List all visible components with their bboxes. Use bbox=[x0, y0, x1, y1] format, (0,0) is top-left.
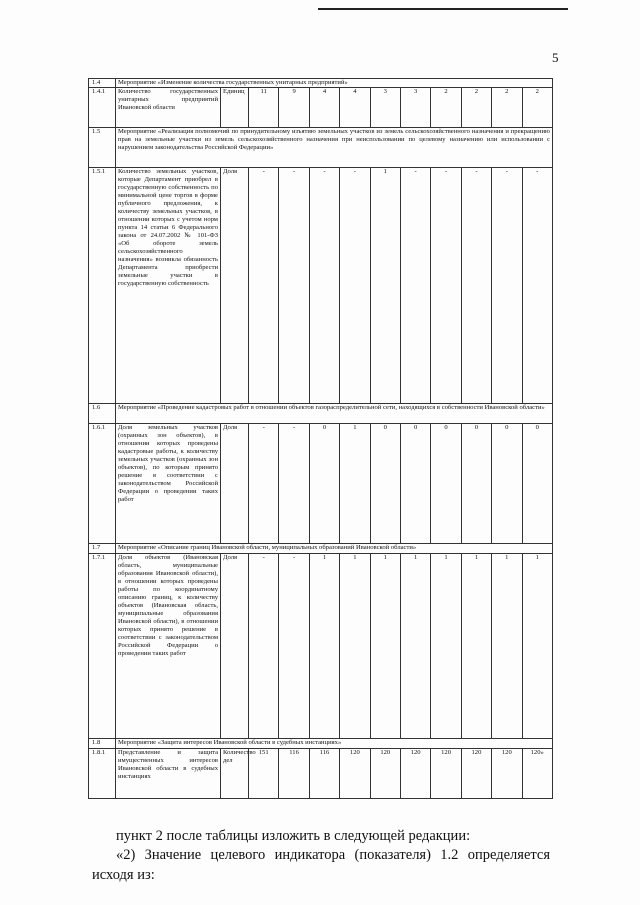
table-row bbox=[89, 88, 553, 128]
row-number: 1.6.1 bbox=[89, 424, 116, 544]
value-cell: 4 bbox=[309, 88, 339, 128]
page-number: 5 bbox=[552, 50, 559, 65]
unit: Единиц bbox=[221, 88, 249, 128]
indicators-table bbox=[88, 78, 553, 799]
row-number: 1.8 bbox=[89, 739, 116, 749]
value-cell: 11 bbox=[249, 88, 279, 128]
unit: Количество дел bbox=[221, 749, 249, 799]
value-cell: 0 bbox=[461, 424, 491, 544]
indicator-name: Представление и защита имущественных интересов Ивановской области в судебных инстанциях bbox=[116, 749, 221, 799]
value-cell: 116 bbox=[309, 749, 339, 799]
body-paragraph: «2) Значение целевого индикатора (показателя) 1.2 определяется исходя из: bbox=[92, 847, 550, 883]
row-number: 1.8.1 bbox=[89, 749, 116, 799]
value-cell: 120 bbox=[370, 749, 400, 799]
value-cell: 151 bbox=[249, 749, 279, 799]
value-cell: - bbox=[279, 554, 309, 739]
indicator-name: Доля объектов (Ивановская область, муниципальные образования Ивановской области), в отношении которых проведены работы по координатному описанию границ, к количеству объектов (Ивановская область, муниципальные образования Ивановской области), в отношении которых принято решение в соответствии с законодательством Российской Федерации о проведении таких работ bbox=[116, 554, 221, 739]
table-row bbox=[89, 79, 553, 88]
value-cell: 1 bbox=[400, 554, 430, 739]
measure-title: Мероприятие «Проведение кадастровых работ в отношении объектов газораспределительной сети, находящихся в собственности Ивановской области» bbox=[116, 404, 553, 424]
table-row bbox=[89, 168, 553, 404]
value-cell: - bbox=[522, 168, 552, 404]
unit: Доля bbox=[221, 424, 249, 544]
indicator-name: Доля земельных участков (охранных зон объектов), в отношении которых проведены кадастровые работы, к количеству земельных участков (охранных зон объектов), по которым принято решение в соответствии с законодательством Российской Федерации о проведении таких работ bbox=[116, 424, 221, 544]
value-cell: 2 bbox=[431, 88, 461, 128]
value-cell: 1 bbox=[431, 554, 461, 739]
value-cell: 0 bbox=[309, 424, 339, 544]
value-cell: 4 bbox=[340, 88, 370, 128]
value-cell: - bbox=[492, 168, 522, 404]
row-number: 1.4 bbox=[89, 79, 116, 88]
top-rule bbox=[318, 8, 568, 10]
unit: Доля bbox=[221, 168, 249, 404]
value-cell: 2 bbox=[522, 88, 552, 128]
table-row bbox=[89, 404, 553, 424]
value-cell: 0 bbox=[522, 424, 552, 544]
measure-title: Мероприятие «Защита интересов Ивановской области в судебных инстанциях» bbox=[116, 739, 553, 749]
value-cell: 116 bbox=[279, 749, 309, 799]
value-cell: - bbox=[249, 554, 279, 739]
body-paragraph: пункт 2 после таблицы изложить в следующей редакции: bbox=[116, 828, 471, 844]
row-number: 1.5 bbox=[89, 128, 116, 168]
value-cell: - bbox=[249, 424, 279, 544]
row-number: 1.6 bbox=[89, 404, 116, 424]
value-cell: 1 bbox=[461, 554, 491, 739]
unit: Доля bbox=[221, 554, 249, 739]
value-cell: 120 bbox=[400, 749, 430, 799]
row-number: 1.4.1 bbox=[89, 88, 116, 128]
row-number: 1.7.1 bbox=[89, 554, 116, 739]
value-cell: 1 bbox=[370, 554, 400, 739]
table-row bbox=[89, 544, 553, 554]
measure-title: Мероприятие «Изменение количества государственных унитарных предприятий» bbox=[116, 79, 553, 88]
value-cell: 3 bbox=[400, 88, 430, 128]
value-cell: 1 bbox=[309, 554, 339, 739]
value-cell: 0 bbox=[492, 424, 522, 544]
value-cell: - bbox=[340, 168, 370, 404]
value-cell: - bbox=[400, 168, 430, 404]
value-cell: 0 bbox=[370, 424, 400, 544]
value-cell: 1 bbox=[370, 168, 400, 404]
indicator-name: Количество государственных унитарных предприятий Ивановской области bbox=[116, 88, 221, 128]
table-row bbox=[89, 128, 553, 168]
row-number: 1.7 bbox=[89, 544, 116, 554]
value-cell: - bbox=[461, 168, 491, 404]
table-row bbox=[89, 739, 553, 749]
value-cell: 2 bbox=[461, 88, 491, 128]
value-cell: 120 bbox=[461, 749, 491, 799]
measure-title: Мероприятие «Реализация полномочий по принудительному изъятию земельных участков из земель сельскохозяйственного назначения и прекращению прав на земельные участки из земель сельскохозяйственного назначения при неиспользовании по целевому назначению или использовании с нарушением законодательства Российской Федерации» bbox=[116, 128, 553, 168]
table-row bbox=[89, 424, 553, 544]
indicator-name: Количество земельных участков, которые Департамент приобрел в государственную собственность по минимальной цене торгов в форме публичного предложения, к количеству земельных участков, в отношении которых с учетом норм пункта 14 статьи 6 Федерального закона от 24.07.2002 № 101-ФЗ «Об обороте земель сельскохозяйственного назначения» возникла обязанность Департамента приобрести земельные участки в государственную собственность bbox=[116, 168, 221, 404]
value-cell: 2 bbox=[492, 88, 522, 128]
table-row bbox=[89, 554, 553, 739]
value-cell: - bbox=[431, 168, 461, 404]
value-cell: 120 bbox=[340, 749, 370, 799]
value-cell: 1 bbox=[340, 424, 370, 544]
value-cell: 0 bbox=[400, 424, 430, 544]
value-cell: 120 bbox=[431, 749, 461, 799]
row-number: 1.5.1 bbox=[89, 168, 116, 404]
value-cell: - bbox=[279, 424, 309, 544]
value-cell: - bbox=[279, 168, 309, 404]
value-cell: - bbox=[249, 168, 279, 404]
value-cell: 1 bbox=[492, 554, 522, 739]
value-cell: 1 bbox=[340, 554, 370, 739]
value-cell: 120» bbox=[522, 749, 552, 799]
value-cell: 120 bbox=[492, 749, 522, 799]
measure-title: Мероприятие «Описание границ Ивановской области, муниципальных образований Ивановской области» bbox=[116, 544, 553, 554]
value-cell: 1 bbox=[522, 554, 552, 739]
value-cell: 3 bbox=[370, 88, 400, 128]
value-cell: 9 bbox=[279, 88, 309, 128]
value-cell: 0 bbox=[431, 424, 461, 544]
value-cell: - bbox=[309, 168, 339, 404]
table-row bbox=[89, 749, 553, 799]
